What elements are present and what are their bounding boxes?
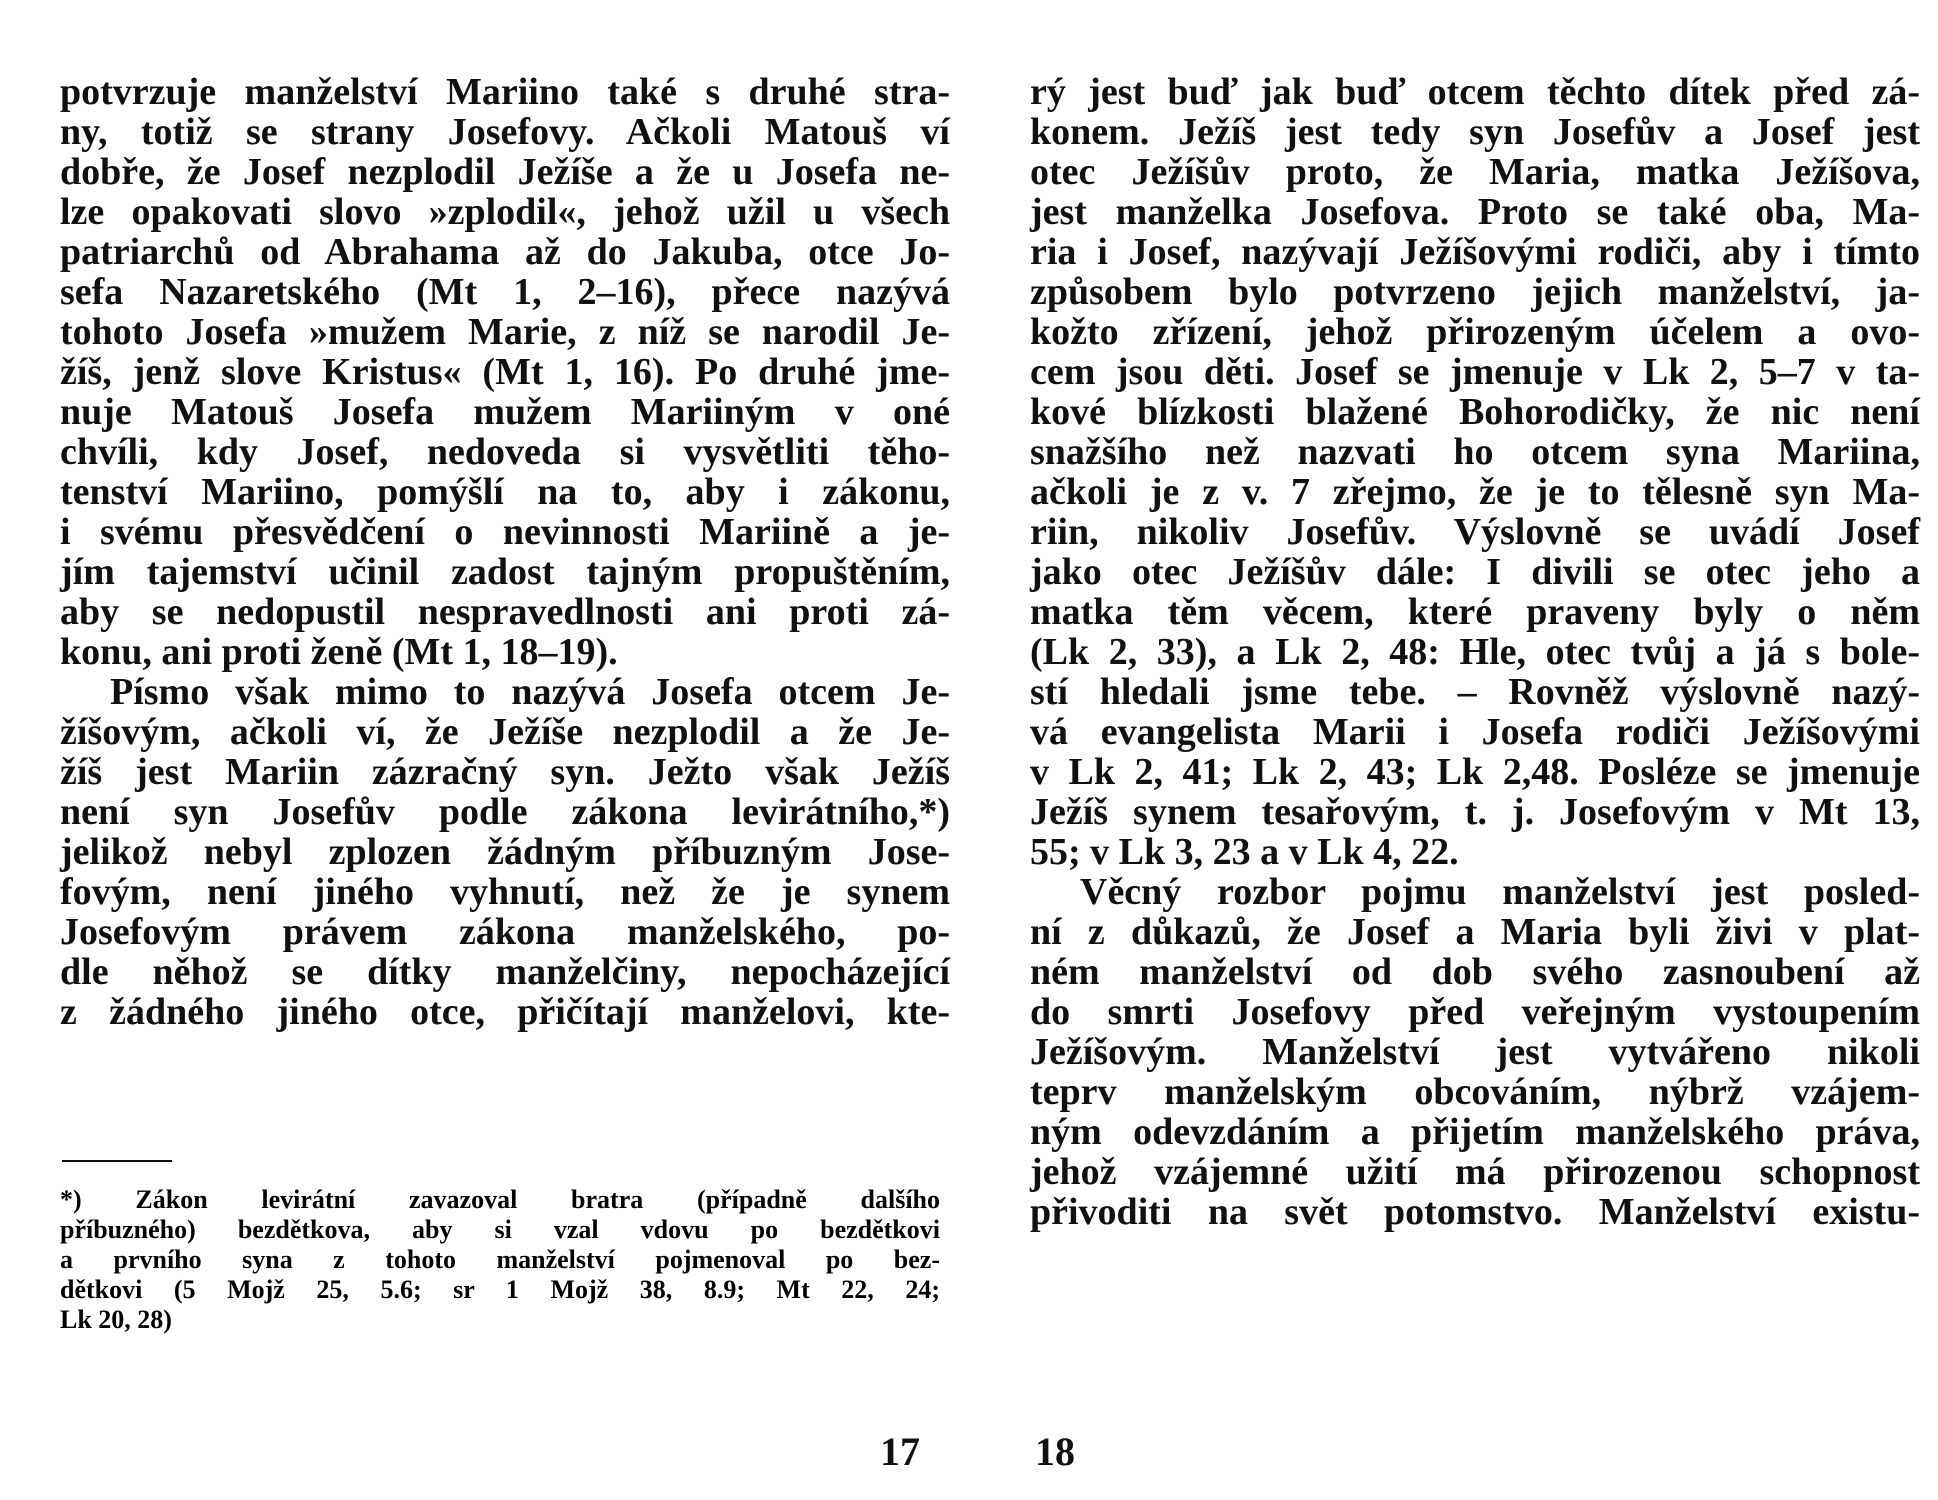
text-line: konu, ani proti ženě (Mt 1, 18–19). bbox=[60, 631, 618, 673]
text-line: ném manželství od dob svého zasnoubení až bbox=[1030, 951, 1920, 993]
text-line: není syn Josefův podle zákona levirátního,*) bbox=[60, 791, 950, 833]
text-line: jako otec Ježíšův dále: I divili se otec jeho a bbox=[1030, 551, 1920, 593]
text-line: jehož vzájemné užití má přirozenou schopnost bbox=[1030, 1151, 1920, 1193]
text-line: Josefovým právem zákona manželského, po- bbox=[60, 911, 950, 953]
text-line: přivoditi na svět potomstvo. Manželství existu- bbox=[1030, 1191, 1920, 1233]
text-line: cem jsou děti. Josef se jmenuje v Lk 2, 5–7 v ta- bbox=[1030, 351, 1920, 393]
footnote-line: dětkovi (5 Mojž 25, 5.6; sr 1 Mojž 38, 8.9; Mt 22, 24; bbox=[60, 1275, 940, 1304]
text-line: konem. Ježíš jest tedy syn Josefův a Josef jest bbox=[1030, 111, 1920, 153]
footnote-line: a prvního syna z tohoto manželství pojmenoval po bez- bbox=[60, 1245, 940, 1274]
text-line: dle něhož se dítky manželčiny, nepocházející bbox=[60, 951, 950, 993]
right-page bbox=[1030, 72, 1920, 1232]
text-line: vá evangelista Marii i Josefa rodiči Ježíšovými bbox=[1030, 711, 1920, 753]
text-line: ným odevzdáním a přijetím manželského práva, bbox=[1030, 1111, 1920, 1153]
text-line: patriarchů od Abrahama až do Jakuba, otce Jo- bbox=[60, 231, 950, 273]
text-line: způsobem bylo potvrzeno jejich manželství, ja- bbox=[1030, 271, 1920, 313]
text-line: 55; v Lk 3, 23 a v Lk 4, 22. bbox=[1030, 831, 1459, 873]
text-line: kové blízkosti blažené Bohorodičky, že nic není bbox=[1030, 391, 1920, 433]
text-line: matka těm věcem, které praveny byly o něm bbox=[1030, 591, 1920, 633]
page-number-left: 17 bbox=[880, 1429, 920, 1474]
text-line: chvíli, kdy Josef, nedoveda si vysvětliti těho- bbox=[60, 431, 950, 473]
text-line: z žádného jiného otce, přičítají manželovi, kte- bbox=[60, 991, 950, 1033]
text-line: v Lk 2, 41; Lk 2, 43; Lk 2,48. Posléze se jmenuje bbox=[1030, 751, 1920, 793]
text-line: ní z důkazů, že Josef a Maria byli živi v plat- bbox=[1030, 911, 1920, 953]
footnote-line: příbuzného) bezdětkova, aby si vzal vdovu po bezdětkovi bbox=[60, 1215, 940, 1244]
text-line: (Lk 2, 33), a Lk 2, 48: Hle, otec tvůj a já s bole- bbox=[1030, 631, 1920, 673]
text-line: stí hledali jsme tebe. – Rovněž výslovně nazý- bbox=[1030, 671, 1920, 713]
text-line: ny, totiž se strany Josefovy. Ačkoli Matouš ví bbox=[60, 111, 950, 153]
text-line: žíš jest Mariin zázračný syn. Ježto však Ježíš bbox=[60, 751, 950, 793]
text-line: ačkoli je z v. 7 zřejmo, že je to tělesně syn Ma- bbox=[1030, 471, 1920, 513]
text-line: jest manželka Josefova. Proto se také oba, Ma- bbox=[1030, 191, 1920, 233]
text-line: Ježíš synem tesařovým, t. j. Josefovým v Mt 13, bbox=[1030, 791, 1920, 833]
text-line: žíšovým, ačkoli ví, že Ježíše nezplodil a že Je- bbox=[60, 711, 950, 753]
text-line: jelikož nebyl zplozen žádným příbuzným Jose- bbox=[60, 831, 950, 873]
text-line: Věcný rozbor pojmu manželství jest posled- bbox=[1080, 871, 1920, 913]
text-line: rý jest buď jak buď otcem těchto dítek před zá- bbox=[1030, 71, 1920, 113]
text-line: riin, nikoliv Josefův. Výslovně se uvádí Josef bbox=[1030, 511, 1920, 553]
text-line: Ježíšovým. Manželství jest vytvářeno nikoli bbox=[1030, 1031, 1920, 1073]
footnote bbox=[60, 1185, 940, 1335]
footnote-line: *) Zákon levirátní zavazoval bratra (případně dalšího bbox=[60, 1185, 940, 1214]
text-line: tenství Mariino, pomýšlí na to, aby i zákonu, bbox=[60, 471, 950, 513]
text-line: ria i Josef, nazývají Ježíšovými rodiči, aby i tímto bbox=[1030, 231, 1920, 273]
footnote-line: Lk 20, 28) bbox=[60, 1305, 172, 1334]
text-line: nuje Matouš Josefa mužem Mariiným v oné bbox=[60, 391, 950, 433]
text-line: otec Ježíšův proto, že Maria, matka Ježíšova, bbox=[1030, 151, 1920, 193]
text-line: snažšího než nazvati ho otcem syna Mariina, bbox=[1030, 431, 1920, 473]
footnote-divider bbox=[62, 1160, 172, 1162]
left-page bbox=[60, 72, 950, 1032]
text-line: kožto zřízení, jehož přirozeným účelem a ovo- bbox=[1030, 311, 1920, 353]
text-line: potvrzuje manželství Mariino také s druhé stra- bbox=[60, 71, 950, 113]
text-line: i svému přesvědčení o nevinnosti Mariině a je- bbox=[60, 511, 950, 553]
text-line: teprv manželským obcováním, nýbrž vzájem- bbox=[1030, 1071, 1920, 1113]
text-line: aby se nedopustil nespravedlnosti ani proti zá- bbox=[60, 591, 950, 633]
text-line: fovým, není jiného vyhnutí, než že je synem bbox=[60, 871, 950, 913]
text-line: jím tajemství učinil zadost tajným propuštěním, bbox=[60, 551, 950, 593]
text-line: žíš, jenž slove Kristus« (Mt 1, 16). Po druhé jme- bbox=[60, 351, 950, 393]
text-line: sefa Nazaretského (Mt 1, 2–16), přece nazývá bbox=[60, 271, 950, 313]
text-line: do smrti Josefovy před veřejným vystoupením bbox=[1030, 991, 1920, 1033]
page-number-right: 18 bbox=[1035, 1429, 1075, 1474]
text-line: Písmo však mimo to nazývá Josefa otcem Je- bbox=[110, 671, 950, 713]
text-line: dobře, že Josef nezplodil Ježíše a že u Josefa ne- bbox=[60, 151, 950, 193]
text-line: tohoto Josefa »mužem Marie, z níž se narodil Je- bbox=[60, 311, 950, 353]
text-line: lze opakovati slovo »zplodil«, jehož užil u všech bbox=[60, 191, 950, 233]
